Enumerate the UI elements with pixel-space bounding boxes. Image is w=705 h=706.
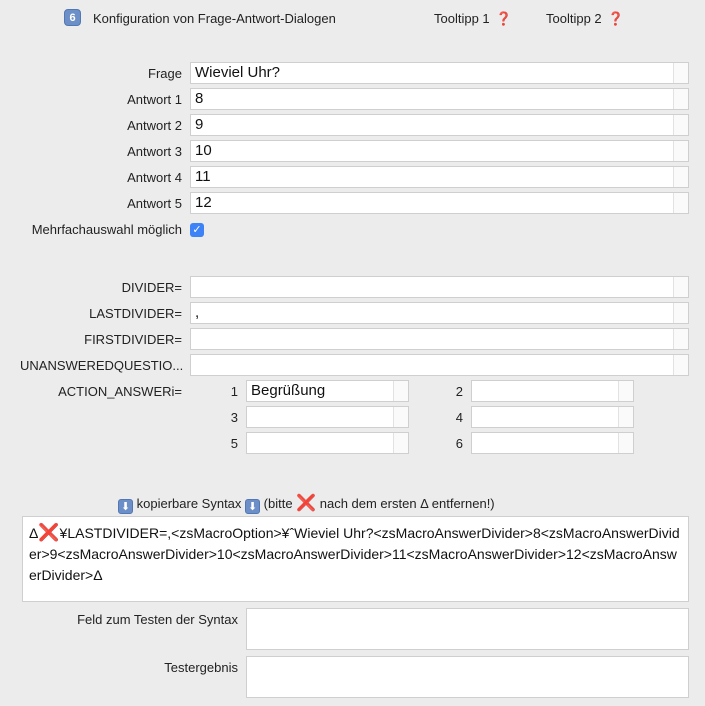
unanswered-label: UNANSWEREDQUESTIO...	[20, 358, 184, 373]
test-syntax-field[interactable]	[246, 608, 689, 650]
answer-1-field[interactable]: 8	[190, 88, 689, 110]
answer-3-field[interactable]: 10	[190, 140, 689, 162]
divider-field[interactable]	[190, 276, 689, 298]
syntax-hint-after: nach dem ersten Δ entfernen!)	[319, 496, 495, 511]
multiselect-checkbox[interactable]: ✓	[190, 223, 204, 237]
action-num-4: 4	[455, 410, 463, 425]
answer-4-field[interactable]: 11	[190, 166, 689, 188]
question-field[interactable]: Wieviel Uhr?	[190, 62, 689, 84]
action-answer-5-field[interactable]	[246, 432, 409, 454]
cross-mark-icon: ❌	[38, 523, 60, 542]
action-num-5: 5	[230, 436, 238, 451]
syntax-output-box[interactable]	[22, 516, 689, 602]
action-answer-4-field[interactable]	[471, 406, 634, 428]
question-mark-icon[interactable]: ❓	[495, 11, 512, 26]
answer-4-label: Antwort 4	[127, 170, 182, 185]
test-field-label: Feld zum Testen der Syntax	[77, 612, 238, 627]
tooltip-2-label: Tooltipp 2	[546, 11, 602, 26]
answer-5-label: Antwort 5	[127, 196, 182, 211]
action-answer-1-field[interactable]: Begrüßung	[246, 380, 409, 402]
tooltip-2[interactable]	[546, 11, 624, 27]
action-answer-6-field[interactable]	[471, 432, 634, 454]
step-badge: 6	[64, 9, 81, 26]
answer-1-label: Antwort 1	[127, 92, 182, 107]
tooltip-1-label: Tooltipp 1	[434, 11, 490, 26]
test-result-label: Testergebnis	[164, 660, 238, 675]
syntax-delta: Δ	[29, 525, 39, 541]
tooltip-1[interactable]	[434, 11, 512, 27]
arrow-down-icon: ⬇	[118, 499, 133, 514]
test-result-field	[246, 656, 689, 698]
arrow-down-icon: ⬇	[245, 499, 260, 514]
syntax-hint-before: (bitte	[263, 496, 293, 511]
answer-3-label: Antwort 3	[127, 144, 182, 159]
question-label: Frage	[148, 66, 182, 81]
action-num-3: 3	[230, 410, 238, 425]
answer-5-field[interactable]: 12	[190, 192, 689, 214]
lastdivider-label: LASTDIVIDER=	[89, 306, 182, 321]
firstdivider-label: FIRSTDIVIDER=	[84, 332, 182, 347]
action-num-1: 1	[230, 384, 238, 399]
multiselect-label: Mehrfachauswahl möglich	[31, 222, 182, 237]
syntax-caption-label: kopierbare Syntax	[136, 496, 242, 511]
action-answer-2-field[interactable]	[471, 380, 634, 402]
firstdivider-field[interactable]	[190, 328, 689, 350]
unanswered-field[interactable]	[190, 354, 689, 376]
lastdivider-field[interactable]: ,	[190, 302, 689, 324]
question-mark-icon[interactable]: ❓	[607, 11, 624, 26]
divider-label: DIVIDER=	[121, 280, 182, 295]
action-answer-3-field[interactable]	[246, 406, 409, 428]
syntax-caption	[118, 493, 495, 514]
cross-mark-icon: ❌	[296, 495, 317, 512]
answer-2-field[interactable]: 9	[190, 114, 689, 136]
action-answer-label: ACTION_ANSWERi=	[58, 384, 182, 399]
syntax-text: ¥LASTDIVIDER=,<zsMacroOption>¥ˆWieviel Uhr?<zsMacroAnswerDivider>8<zsMacroAnswerDivider>9<zsMacroAnswerDivider>10<zsMacroAnswerDivider>11<zsMacroAnswerDivider>12<zsMacroAnswerDivider>Δ	[29, 525, 680, 583]
action-num-6: 6	[455, 436, 463, 451]
page-title: Konfiguration von Frage-Antwort-Dialogen	[93, 11, 336, 26]
answer-2-label: Antwort 2	[127, 118, 182, 133]
action-num-2: 2	[455, 384, 463, 399]
